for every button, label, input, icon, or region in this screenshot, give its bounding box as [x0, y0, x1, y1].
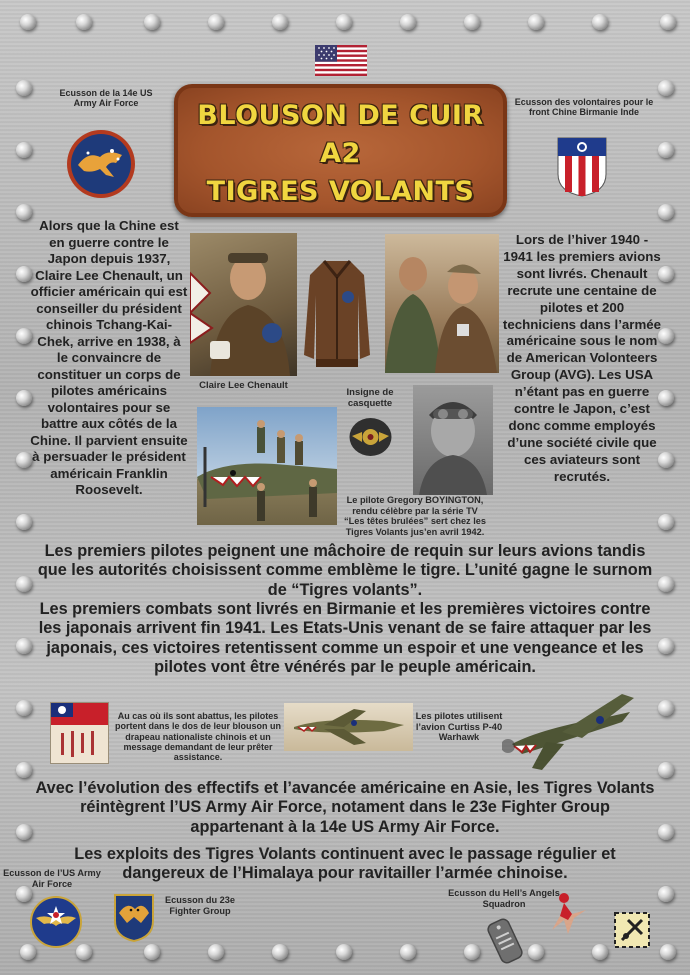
title-line-1: BLOUSON DE CUIR: [197, 100, 484, 131]
left-patch-caption: Ecusson de la 14e US Army Air Force: [59, 88, 153, 109]
rivet: [336, 14, 352, 30]
rivet: [528, 14, 544, 30]
rivet: [144, 944, 160, 960]
pilots-photo: [385, 234, 499, 373]
rivet: [208, 14, 224, 30]
rivet: [20, 14, 36, 30]
rivet: [272, 944, 288, 960]
title-line-2: A2: [320, 138, 361, 169]
rivet: [592, 14, 608, 30]
rivet: [658, 514, 674, 530]
rivet: [658, 700, 674, 716]
cap-insignia-caption: Insigne de casquette: [346, 387, 394, 409]
14th-air-force-patch-icon: [66, 129, 136, 199]
warhawk-caption: Les pilotes utilisent l’avion Curtiss P-40 Warhawk: [415, 711, 503, 743]
23rd-fighter-group-caption: Ecusson du 23e Fighter Group: [165, 895, 235, 916]
rivet: [16, 700, 32, 716]
rivet: [272, 14, 288, 30]
blood-chit-photo: [50, 702, 109, 764]
bottom-paragraph-1: Avec l’évolution des effectifs et l’avancée américaine en Asie, les Tigres Volants réintègrent l’US Army Air Force, notament dans le 23e Fighter Group appartenant à la 14e US Army Air Force.: [35, 779, 655, 836]
rivet: [144, 14, 160, 30]
a2-jacket-photo: [302, 255, 372, 375]
p40-warhawk-photo: [502, 692, 637, 772]
rivet: [464, 14, 480, 30]
rivet: [400, 944, 416, 960]
shark-mouth-photo: [197, 407, 337, 525]
rivet: [660, 944, 676, 960]
p40-painting-photo: [284, 703, 413, 751]
title-patch: [174, 84, 507, 217]
rivet: [658, 762, 674, 778]
us-flag-icon: [315, 45, 367, 76]
cbi-shield-icon: [556, 136, 608, 198]
blood-chit-caption: Au cas où ils sont abattus, les pilotes portent dans le dos de leur blouson un drapeau nationaliste chinois et un message demandant de leur prêter assistance.: [114, 711, 281, 763]
rivet: [16, 80, 32, 96]
rivet: [660, 14, 676, 30]
rivet: [16, 514, 32, 530]
squadron-emblem-icon: [614, 912, 650, 948]
boyington-photo: [413, 385, 493, 495]
rivet: [464, 944, 480, 960]
rivet: [658, 204, 674, 220]
rivet: [528, 944, 544, 960]
boyington-caption: Le pilote Gregory BOYINGTON, rendu célèbre par la série TV “Les têtes brulées” sert chez les Tigres Volants jus’en avril 1942.: [344, 495, 486, 537]
bottom-paragraph-2: Les exploits des Tigres Volants continuent avec le passage régulier et dangereux de l’Himalaya pour ravitailler l’armée chinoise.: [74, 845, 616, 883]
middle-paragraph-1: Les premiers pilotes peignent une mâchoire de requin sur leurs avions tandis que les autorités choisissent comme emblème le tigre. L’unité gagne le surnom de “Tigres volants”.: [37, 542, 653, 599]
chenault-photo: [190, 233, 297, 376]
rivet: [16, 762, 32, 778]
rivet: [658, 80, 674, 96]
rivet: [658, 142, 674, 158]
rivet: [16, 824, 32, 840]
chenault-caption: Claire Lee Chenault: [199, 380, 288, 391]
hells-angels-caption: Ecusson du Hell’s Angels Squadron: [448, 888, 560, 909]
rivet: [208, 944, 224, 960]
hells-angels-pinup-icon: [546, 890, 590, 940]
rivet: [592, 944, 608, 960]
rivet: [400, 14, 416, 30]
cap-insignia-icon: [348, 416, 393, 458]
title-line-3: TIGRES VOLANTS: [206, 176, 475, 207]
rivet: [658, 886, 674, 902]
rivet: [658, 824, 674, 840]
usaaf-patch-icon: [30, 896, 82, 948]
23rd-fighter-group-patch-icon: [113, 893, 155, 943]
dog-tag-icon: [484, 916, 526, 966]
rivet: [16, 142, 32, 158]
right-patch-caption: Ecusson des volontaires pour le front Chine Birmanie Inde: [514, 97, 654, 118]
middle-paragraph-2: Les premiers combats sont livrés en Birmanie et les premières victoires contre les japonais arrivent fin 1941. Les Etats-Unis venant de se faire attaquer par les japonais, ces victoires retentissent comme un espoir et une vengeance et les pilotes vont être vénérés par le peuple américain.: [38, 600, 652, 676]
usaaf-patch-caption: Ecusson de l’US Army Air Force: [3, 868, 101, 889]
rivet: [76, 14, 92, 30]
right-column-text: Lors de l’hiver 1940 - 1941 les premiers avions sont livrés. Chenault recrute une centaine de pilotes et 200 techniciens dans l’armée américaine sous le nom de American Volonteers Group (AVG). Les USA n’étant pas en guerre contre le Japon, c’est donc comme employés d’une société civile que ces aviateurs sont recrutés.: [502, 232, 662, 484]
rivet: [336, 944, 352, 960]
left-column-text: Alors que la Chine est en guerre contre le Japon depuis 1937, Claire Lee Chenault, un officier américain qui est conseiller du président chinois Tchang-Kai-Chek, arrive en 1938, à le convaincre de constituer un corps de pilotes américains volontaires pour se battre aux côtés de la Chine. Il parvient ensuite à persuader le président américain Franklin Roosevelt.: [30, 218, 188, 497]
